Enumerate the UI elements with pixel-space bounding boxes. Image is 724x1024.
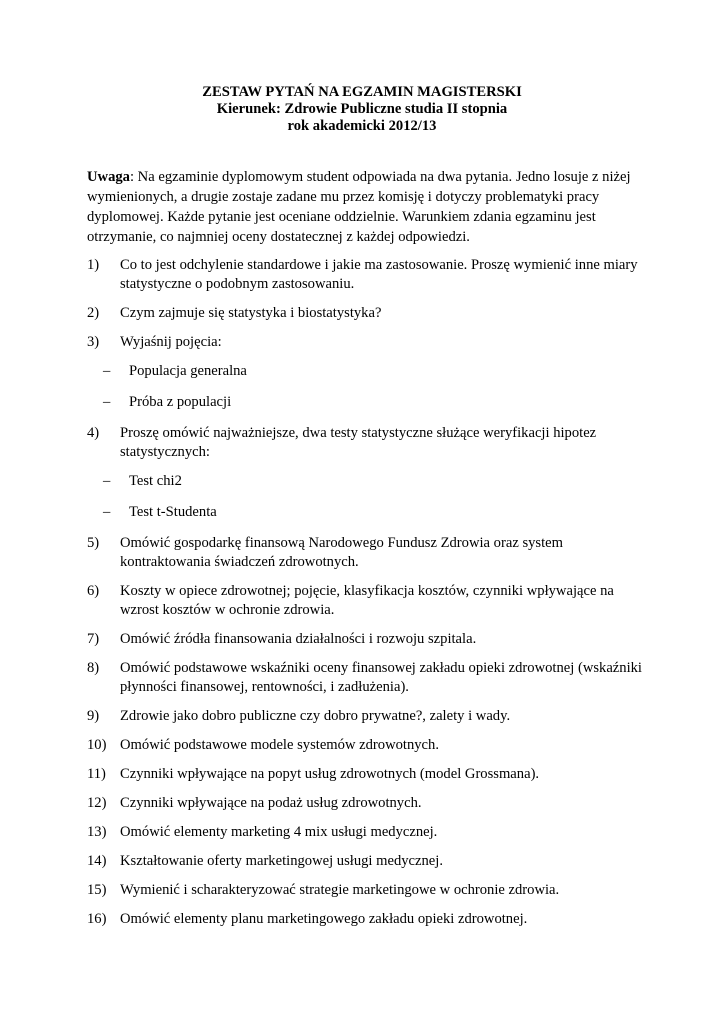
question-text: Omówić podstawowe modele systemów zdrowotnych. [120,737,439,753]
sub-item [87,393,652,412]
title-line-2: Kierunek: Zdrowie Publiczne studia II stopnia [216,101,508,117]
question-text: Proszę omówić najważniejsze, dwa testy statystyczne służące weryfikacji hipotez statystycznych: [120,425,597,460]
question-text: Omówić podstawowe wskaźniki oceny finansowej zakładu opieki zdrowotnej (wskaźniki płynności finansowej, rentowności, i zadłużenia). [120,660,642,695]
question-item [87,333,652,352]
sub-item [87,503,652,522]
question-number: 6) [87,583,100,599]
question-number: 1) [87,257,100,273]
question-item [87,256,652,294]
question-text: Koszty w opiece zdrowotnej; pojęcie, klasyfikacja kosztów, czynniki wpływające na wzrost kosztów w ochronie zdrowia. [120,583,614,618]
note-text: : Na egzaminie dyplomowym student odpowiada na dwa pytania. Jedno losuje z niżej wymienionych, a drugie zostaje zadane mu przez komisję i dotyczy problematyki pracy dyplomowej. Każde pytanie jest oceniane oddzielnie. Warunkiem zdania egzaminu jest otrzymanie, co najmniej oceny dostatecznej z każdej odpowiedzi. [87,169,631,245]
question-number: 16) [87,911,107,927]
dash-bullet: – [103,504,111,520]
question-item [87,630,652,649]
dash-bullet: – [103,473,111,489]
question-item [87,852,652,871]
question-text: Omówić źródła finansowania działalności i rozwoju szpitala. [120,631,477,647]
dash-bullet: – [103,363,111,379]
question-text: Co to jest odchylenie standardowe i jakie ma zastosowanie. Proszę wymienić inne miary statystyczne o podobnym zastosowaniu. [120,257,638,292]
question-text: Omówić elementy planu marketingowego zakładu opieki zdrowotnej. [120,911,528,927]
question-text: Czynniki wpływające na podaż usług zdrowotnych. [120,795,422,811]
question-item [87,765,652,784]
document-title [0,84,724,135]
question-number: 15) [87,882,107,898]
question-item [87,910,652,929]
question-number: 2) [87,305,100,321]
note-label: Uwaga [87,169,130,185]
sub-item-text: Populacja generalna [129,363,247,379]
question-item [87,304,652,323]
question-text: Wymienić i scharakteryzować strategie marketingowe w ochronie zdrowia. [120,882,560,898]
question-number: 10) [87,737,107,753]
question-item [87,659,652,697]
question-number: 12) [87,795,107,811]
question-text: Czynniki wpływające na popyt usług zdrowotnych (model Grossmana). [120,766,540,782]
sub-item-text: Próba z populacji [129,394,232,410]
question-number: 8) [87,660,100,676]
question-item [87,534,652,572]
sub-item-text: Test chi2 [129,473,182,489]
question-item [87,881,652,900]
sub-item [87,472,652,491]
question-number: 7) [87,631,100,647]
question-number: 14) [87,853,107,869]
question-text: Wyjaśnij pojęcia: [120,334,222,350]
question-number: 13) [87,824,107,840]
question-item [87,707,652,726]
question-item [87,582,652,620]
question-number: 4) [87,425,100,441]
question-item [87,736,652,755]
question-number: 3) [87,334,100,350]
exam-note [87,167,652,247]
question-text: Omówić gospodarkę finansową Narodowego Fundusz Zdrowia oraz system kontraktowania świadczeń zdrowotnych. [120,535,563,570]
question-text: Czym zajmuje się statystyka i biostatystyka? [120,305,382,321]
question-number: 11) [87,766,106,782]
question-text: Zdrowie jako dobro publiczne czy dobro prywatne?, zalety i wady. [120,708,511,724]
question-item [87,823,652,842]
question-item [87,794,652,813]
question-text: Kształtowanie oferty marketingowej usługi medycznej. [120,853,443,869]
question-text: Omówić elementy marketing 4 mix usługi medycznej. [120,824,438,840]
sub-item [87,362,652,381]
title-line-1: ZESTAW PYTAŃ NA EGZAMIN MAGISTERSKI [202,84,522,100]
question-number: 9) [87,708,100,724]
question-list [87,256,652,939]
title-line-3: rok akademicki 2012/13 [287,118,437,134]
dash-bullet: – [103,394,111,410]
question-item [87,424,652,462]
question-number: 5) [87,535,100,551]
sub-item-text: Test t-Studenta [129,504,217,520]
